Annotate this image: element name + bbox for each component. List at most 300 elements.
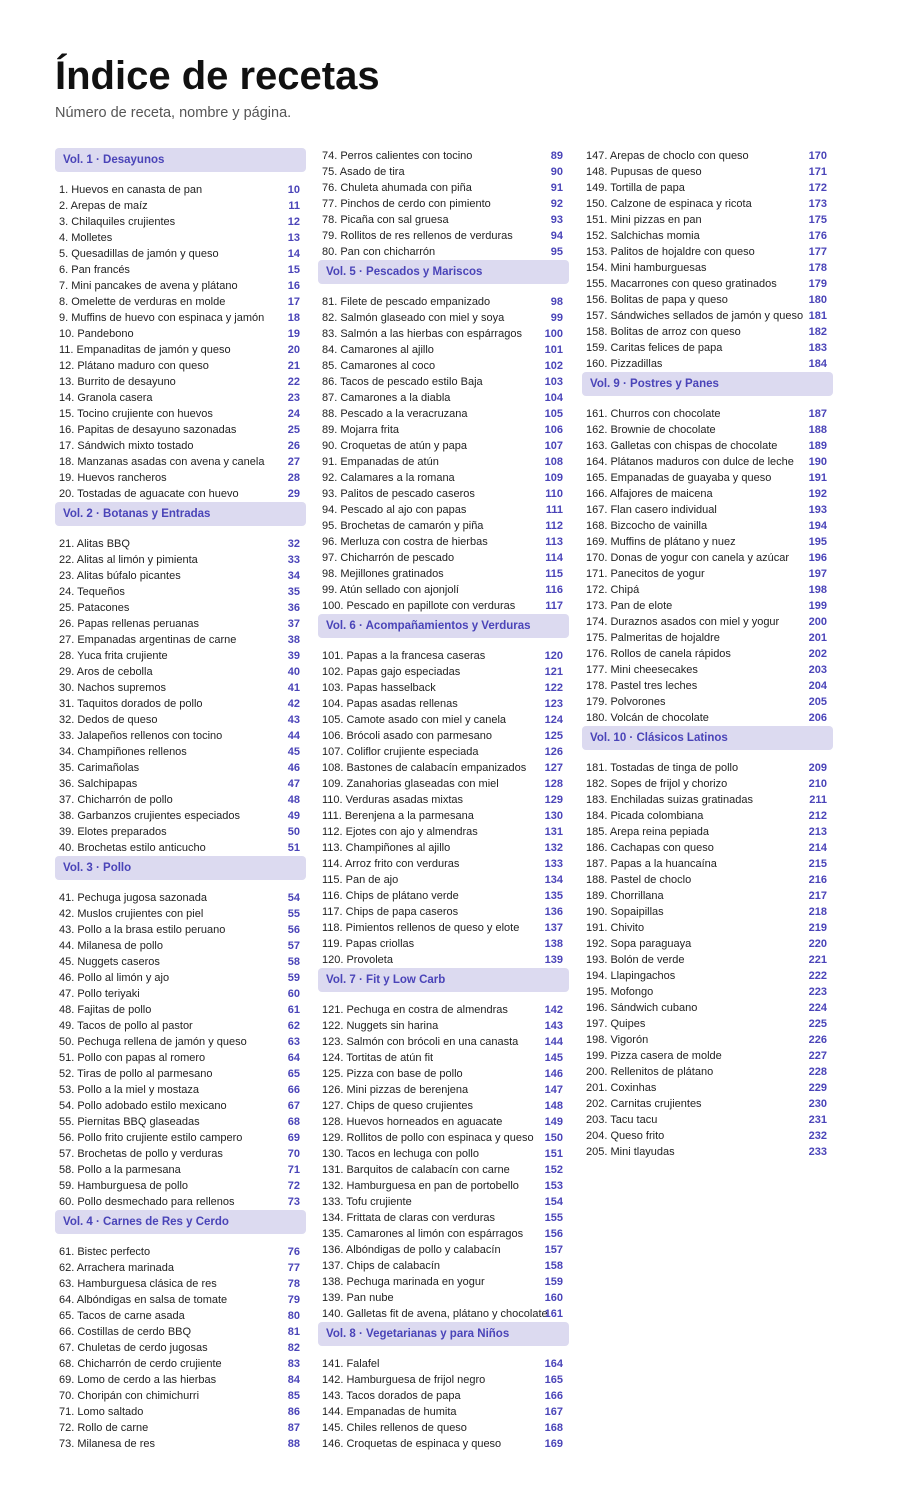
recipe-entry bbox=[582, 694, 833, 710]
recipe-entry bbox=[582, 566, 833, 582]
page-number: 124 bbox=[544, 714, 563, 726]
recipe-name: 121. Pechuga en costra de almendras bbox=[322, 1004, 508, 1016]
recipe-name: 141. Falafel bbox=[322, 1358, 380, 1370]
recipe-entry bbox=[582, 760, 833, 776]
page-number: 137 bbox=[544, 922, 563, 934]
page-number: 43 bbox=[287, 714, 300, 726]
page-number: 155 bbox=[544, 1212, 563, 1224]
page-number: 117 bbox=[545, 600, 563, 612]
page-number: 78 bbox=[287, 1278, 300, 1290]
recipe-name: 180. Volcán de chocolate bbox=[586, 712, 709, 724]
page-number: 12 bbox=[287, 216, 300, 228]
recipe-name: 138. Pechuga marinada en yogur bbox=[322, 1276, 485, 1288]
page-number: 108 bbox=[544, 456, 563, 468]
recipe-entry bbox=[55, 1292, 306, 1308]
recipe-name: 61. Bistec perfecto bbox=[59, 1246, 151, 1258]
page-number: 126 bbox=[544, 746, 563, 758]
page-number: 25 bbox=[287, 424, 300, 436]
recipe-entry bbox=[318, 212, 569, 228]
recipe-name: 116. Chips de plátano verde bbox=[322, 890, 459, 902]
page-number: 127 bbox=[544, 762, 563, 774]
recipe-entry bbox=[55, 1340, 306, 1356]
recipe-entry bbox=[318, 664, 569, 680]
recipe-name: 44. Milanesa de pollo bbox=[59, 940, 163, 952]
page-number: 112 bbox=[545, 520, 563, 532]
recipe-entry bbox=[582, 340, 833, 356]
recipe-name: 97. Chicharrón de pescado bbox=[322, 552, 455, 564]
recipe-name: 10. Pandebono bbox=[59, 328, 134, 340]
page-number: 135 bbox=[544, 890, 563, 902]
recipe-entry bbox=[318, 856, 569, 872]
page-number: 80 bbox=[287, 1310, 300, 1322]
recipe-name: 73. Milanesa de res bbox=[59, 1438, 155, 1450]
recipe-entry bbox=[55, 648, 306, 664]
recipe-name: 8. Omelette de verduras en molde bbox=[59, 296, 226, 308]
page-number: 103 bbox=[544, 376, 563, 388]
page-number: 79 bbox=[287, 1294, 300, 1306]
recipe-entry bbox=[582, 292, 833, 308]
recipe-entry bbox=[55, 374, 306, 390]
page-number: 50 bbox=[287, 826, 300, 838]
page-number: 189 bbox=[808, 440, 827, 452]
recipe-name: 146. Croquetas de espinaca y queso bbox=[322, 1438, 502, 1450]
recipe-entry bbox=[318, 1146, 569, 1162]
recipe-name: 65. Tacos de carne asada bbox=[59, 1310, 185, 1322]
recipe-name: 197. Quipes bbox=[586, 1018, 646, 1030]
recipe-name: 199. Pizza casera de molde bbox=[586, 1050, 722, 1062]
section-header: Vol. 4 · Carnes de Res y Cerdo bbox=[55, 1210, 306, 1234]
recipe-name: 62. Arrachera marinada bbox=[59, 1262, 174, 1274]
page-number: 26 bbox=[287, 440, 300, 452]
recipe-entry bbox=[582, 614, 833, 630]
recipe-name: 193. Bolón de verde bbox=[586, 954, 685, 966]
recipe-entry bbox=[318, 1066, 569, 1082]
recipe-name: 20. Tostadas de aguacate con huevo bbox=[59, 488, 239, 500]
recipe-name: 133. Tofu crujiente bbox=[322, 1196, 412, 1208]
section-header: Vol. 10 · Clásicos Latinos bbox=[582, 726, 833, 750]
page-number: 35 bbox=[287, 586, 300, 598]
recipe-name: 106. Brócoli asado con parmesano bbox=[322, 730, 492, 742]
recipe-entry bbox=[318, 1420, 569, 1436]
page-number: 59 bbox=[287, 972, 300, 984]
page-number: 161 bbox=[544, 1308, 563, 1320]
recipe-entry bbox=[582, 356, 833, 372]
page-number: 150 bbox=[544, 1132, 563, 1144]
page-number: 154 bbox=[544, 1196, 563, 1208]
page-number: 216 bbox=[808, 874, 827, 886]
recipe-name: 29. Aros de cebolla bbox=[59, 666, 153, 678]
page-number: 233 bbox=[808, 1146, 827, 1158]
page-number: 106 bbox=[544, 424, 563, 436]
recipe-entry bbox=[318, 1242, 569, 1258]
recipe-name: 149. Tortilla de papa bbox=[586, 182, 685, 194]
recipe-entry bbox=[55, 744, 306, 760]
recipe-name: 16. Papitas de desayuno sazonadas bbox=[59, 424, 237, 436]
recipe-name: 28. Yuca frita crujiente bbox=[59, 650, 168, 662]
page-number: 17 bbox=[287, 296, 300, 308]
recipe-entry bbox=[55, 584, 306, 600]
recipe-name: 72. Rollo de carne bbox=[59, 1422, 149, 1434]
recipe-entry bbox=[582, 1144, 833, 1160]
recipe-entry bbox=[318, 1436, 569, 1452]
page-title: Índice de recetas bbox=[55, 54, 380, 98]
page-number: 86 bbox=[287, 1406, 300, 1418]
page-number: 151 bbox=[544, 1148, 563, 1160]
page-number: 21 bbox=[287, 360, 300, 372]
recipe-entry bbox=[55, 1324, 306, 1340]
recipe-name: 47. Pollo teriyaki bbox=[59, 988, 140, 1000]
recipe-name: 117. Chips de papa caseros bbox=[322, 906, 459, 918]
recipe-entry bbox=[318, 534, 569, 550]
recipe-entry bbox=[55, 230, 306, 246]
recipe-name: 203. Tacu tacu bbox=[586, 1114, 658, 1126]
recipe-entry bbox=[582, 856, 833, 872]
recipe-entry bbox=[582, 904, 833, 920]
page-number: 178 bbox=[808, 262, 827, 274]
page-number: 175 bbox=[808, 214, 827, 226]
recipe-name: 156. Bolitas de papa y queso bbox=[586, 294, 728, 306]
recipe-name: 7. Mini pancakes de avena y plátano bbox=[59, 280, 238, 292]
recipe-entry bbox=[55, 760, 306, 776]
recipe-entry bbox=[318, 712, 569, 728]
recipe-entry bbox=[318, 792, 569, 808]
recipe-entry bbox=[582, 196, 833, 212]
page-number: 14 bbox=[287, 248, 300, 260]
page-number: 87 bbox=[287, 1422, 300, 1434]
recipe-name: 169. Muffins de plátano y nuez bbox=[586, 536, 736, 548]
page-number: 168 bbox=[544, 1422, 563, 1434]
page-number: 190 bbox=[808, 456, 827, 468]
recipe-entry bbox=[318, 310, 569, 326]
recipe-entry bbox=[318, 1372, 569, 1388]
recipe-name: 136. Albóndigas de pollo y calabacín bbox=[322, 1244, 501, 1256]
recipe-entry bbox=[318, 776, 569, 792]
recipe-entry bbox=[582, 710, 833, 726]
recipe-name: 129. Rollitos de pollo con espinaca y queso bbox=[322, 1132, 534, 1144]
recipe-name: 69. Lomo de cerdo a las hierbas bbox=[59, 1374, 217, 1386]
page-number: 229 bbox=[808, 1082, 827, 1094]
recipe-entry bbox=[55, 358, 306, 374]
page-number: 123 bbox=[544, 698, 563, 710]
recipe-entry bbox=[318, 406, 569, 422]
page-number: 32 bbox=[287, 538, 300, 550]
recipe-entry bbox=[582, 164, 833, 180]
recipe-entry bbox=[318, 180, 569, 196]
recipe-name: 9. Muffins de huevo con espinaca y jamón bbox=[59, 312, 265, 324]
page-number: 133 bbox=[544, 858, 563, 870]
recipe-name: 54. Pollo adobado estilo mexicano bbox=[59, 1100, 227, 1112]
page-number: 60 bbox=[287, 988, 300, 1000]
recipe-entry bbox=[55, 954, 306, 970]
recipe-entry bbox=[582, 792, 833, 808]
recipe-name: 190. Sopaipillas bbox=[586, 906, 664, 918]
recipe-name: 157. Sándwiches sellados de jamón y queso bbox=[586, 310, 804, 322]
recipe-name: 27. Empanadas argentinas de carne bbox=[59, 634, 237, 646]
recipe-entry bbox=[55, 536, 306, 552]
recipe-entry bbox=[318, 1194, 569, 1210]
recipe-name: 98. Mejillones gratinados bbox=[322, 568, 444, 580]
recipe-entry bbox=[318, 164, 569, 180]
page-number: 65 bbox=[287, 1068, 300, 1080]
page-number: 121 bbox=[544, 666, 563, 678]
recipe-name: 32. Dedos de queso bbox=[59, 714, 158, 726]
recipe-entry bbox=[582, 438, 833, 454]
recipe-name: 1. Huevos en canasta de pan bbox=[59, 184, 203, 196]
page-number: 19 bbox=[287, 328, 300, 340]
page-number: 69 bbox=[287, 1132, 300, 1144]
page-number: 48 bbox=[287, 794, 300, 806]
recipe-name: 92. Calamares a la romana bbox=[322, 472, 455, 484]
recipe-name: 85. Camarones al coco bbox=[322, 360, 436, 372]
page-number: 36 bbox=[287, 602, 300, 614]
recipe-entry bbox=[318, 1356, 569, 1372]
recipe-name: 120. Provoleta bbox=[322, 954, 393, 966]
recipe-entry bbox=[318, 1050, 569, 1066]
recipe-name: 200. Rellenitos de plátano bbox=[586, 1066, 714, 1078]
recipe-name: 14. Granola casera bbox=[59, 392, 153, 404]
recipe-name: 26. Papas rellenas peruanas bbox=[59, 618, 200, 630]
recipe-entry bbox=[55, 568, 306, 584]
recipe-entry bbox=[582, 308, 833, 324]
page-number: 92 bbox=[550, 198, 563, 210]
page-number: 176 bbox=[808, 230, 827, 242]
recipe-name: 18. Manzanas asadas con avena y canela bbox=[59, 456, 265, 468]
page-number: 13 bbox=[287, 232, 300, 244]
recipe-name: 167. Flan casero individual bbox=[586, 504, 717, 516]
recipe-entry bbox=[582, 422, 833, 438]
recipe-entry bbox=[55, 986, 306, 1002]
recipe-entry bbox=[582, 1128, 833, 1144]
page-number: 199 bbox=[808, 600, 827, 612]
recipe-name: 175. Palmeritas de hojaldre bbox=[586, 632, 720, 644]
recipe-name: 30. Nachos supremos bbox=[59, 682, 166, 694]
recipe-entry bbox=[582, 872, 833, 888]
index-column-2 bbox=[318, 148, 569, 1452]
recipe-name: 93. Palitos de pescado caseros bbox=[322, 488, 475, 500]
recipe-entry bbox=[582, 486, 833, 502]
page-number: 58 bbox=[287, 956, 300, 968]
recipe-entry bbox=[318, 1162, 569, 1178]
page-number: 49 bbox=[287, 810, 300, 822]
recipe-name: 111. Berenjena a la parmesana bbox=[322, 810, 474, 822]
page-number: 191 bbox=[808, 472, 827, 484]
recipe-entry bbox=[318, 294, 569, 310]
page-number: 136 bbox=[544, 906, 563, 918]
recipe-entry bbox=[582, 808, 833, 824]
recipe-name: 160. Pizzadillas bbox=[586, 358, 663, 370]
recipe-entry bbox=[318, 680, 569, 696]
page-number: 227 bbox=[808, 1050, 827, 1062]
page-number: 41 bbox=[287, 682, 300, 694]
page-number: 159 bbox=[544, 1276, 563, 1288]
recipe-name: 163. Galletas con chispas de chocolate bbox=[586, 440, 778, 452]
recipe-entry bbox=[318, 1226, 569, 1242]
page-number: 20 bbox=[287, 344, 300, 356]
recipe-entry bbox=[55, 1114, 306, 1130]
recipe-name: 12. Plátano maduro con queso bbox=[59, 360, 209, 372]
recipe-name: 6. Pan francés bbox=[59, 264, 130, 276]
recipe-name: 179. Polvorones bbox=[586, 696, 666, 708]
recipe-name: 178. Pastel tres leches bbox=[586, 680, 698, 692]
recipe-entry bbox=[55, 1308, 306, 1324]
recipe-name: 86. Tacos de pescado estilo Baja bbox=[322, 376, 483, 388]
recipe-name: 5. Quesadillas de jamón y queso bbox=[59, 248, 219, 260]
recipe-entry bbox=[55, 1178, 306, 1194]
page-number: 67 bbox=[287, 1100, 300, 1112]
page-number: 64 bbox=[287, 1052, 300, 1064]
recipe-entry bbox=[55, 890, 306, 906]
recipe-entry bbox=[318, 566, 569, 582]
page-number: 148 bbox=[544, 1100, 563, 1112]
recipe-entry bbox=[55, 422, 306, 438]
recipe-entry bbox=[55, 1066, 306, 1082]
page-number: 223 bbox=[808, 986, 827, 998]
recipe-name: 22. Alitas al limón y pimienta bbox=[59, 554, 198, 566]
page-number: 166 bbox=[544, 1390, 563, 1402]
page-number: 28 bbox=[287, 472, 300, 484]
page-number: 228 bbox=[808, 1066, 827, 1078]
recipe-entry bbox=[318, 904, 569, 920]
recipe-entry bbox=[318, 422, 569, 438]
recipe-entry bbox=[55, 1356, 306, 1372]
recipe-entry bbox=[55, 326, 306, 342]
recipe-name: 45. Nuggets caseros bbox=[59, 956, 160, 968]
page-number: 113 bbox=[545, 536, 563, 548]
page-number: 88 bbox=[287, 1438, 300, 1450]
page-number: 204 bbox=[808, 680, 827, 692]
recipe-entry bbox=[582, 260, 833, 276]
recipe-entry bbox=[55, 182, 306, 198]
index-column-1 bbox=[55, 148, 306, 1452]
recipe-entry bbox=[55, 1404, 306, 1420]
page-number: 181 bbox=[808, 310, 827, 322]
recipe-entry bbox=[318, 244, 569, 260]
recipe-name: 68. Chicharrón de cerdo crujiente bbox=[59, 1358, 222, 1370]
page-number: 205 bbox=[808, 696, 827, 708]
page-number: 224 bbox=[808, 1002, 827, 1014]
recipe-entry bbox=[55, 438, 306, 454]
recipe-entry bbox=[55, 616, 306, 632]
recipe-entry bbox=[55, 246, 306, 262]
page-number: 56 bbox=[287, 924, 300, 936]
recipe-name: 114. Arroz frito con verduras bbox=[322, 858, 460, 870]
recipe-entry bbox=[55, 824, 306, 840]
recipe-name: 159. Caritas felices de papa bbox=[586, 342, 723, 354]
recipe-entry bbox=[55, 1276, 306, 1292]
recipe-entry bbox=[582, 968, 833, 984]
recipe-name: 145. Chiles rellenos de queso bbox=[322, 1422, 467, 1434]
recipe-entry bbox=[55, 792, 306, 808]
page-number: 102 bbox=[544, 360, 563, 372]
recipe-entry bbox=[318, 696, 569, 712]
recipe-name: 134. Frittata de claras con verduras bbox=[322, 1212, 496, 1224]
recipe-name: 48. Fajitas de pollo bbox=[59, 1004, 152, 1016]
recipe-entry bbox=[318, 936, 569, 952]
page-number: 81 bbox=[287, 1326, 300, 1338]
recipe-name: 88. Pescado a la veracruzana bbox=[322, 408, 468, 420]
recipe-name: 173. Pan de elote bbox=[586, 600, 673, 612]
page-number: 38 bbox=[287, 634, 300, 646]
page-number: 173 bbox=[808, 198, 827, 210]
page-number: 146 bbox=[544, 1068, 563, 1080]
recipe-entry bbox=[582, 534, 833, 550]
recipe-name: 108. Bastones de calabacín empanizados bbox=[322, 762, 527, 774]
recipe-name: 51. Pollo con papas al romero bbox=[59, 1052, 206, 1064]
recipe-entry bbox=[318, 808, 569, 824]
page-number: 29 bbox=[287, 488, 300, 500]
recipe-entry bbox=[55, 1244, 306, 1260]
recipe-entry bbox=[318, 728, 569, 744]
page-number: 76 bbox=[287, 1246, 300, 1258]
page-number: 100 bbox=[544, 328, 563, 340]
recipe-name: 43. Pollo a la brasa estilo peruano bbox=[59, 924, 226, 936]
recipe-entry bbox=[55, 1018, 306, 1034]
recipe-name: 176. Rollos de canela rápidos bbox=[586, 648, 731, 660]
recipe-name: 164. Plátanos maduros con dulce de leche bbox=[586, 456, 794, 468]
recipe-name: 125. Pizza con base de pollo bbox=[322, 1068, 463, 1080]
recipe-entry bbox=[582, 984, 833, 1000]
recipe-entry bbox=[55, 486, 306, 502]
recipe-name: 99. Atún sellado con ajonjolí bbox=[322, 584, 459, 596]
recipe-name: 81. Filete de pescado empanizado bbox=[322, 296, 491, 308]
recipe-entry bbox=[582, 1016, 833, 1032]
recipe-name: 124. Tortitas de atún fit bbox=[322, 1052, 434, 1064]
recipe-entry bbox=[55, 1260, 306, 1276]
page-number: 214 bbox=[808, 842, 827, 854]
recipe-entry bbox=[55, 1082, 306, 1098]
page-number: 54 bbox=[287, 892, 300, 904]
recipe-name: 66. Costillas de cerdo BBQ bbox=[59, 1326, 192, 1338]
recipe-entry bbox=[318, 1274, 569, 1290]
recipe-entry bbox=[55, 808, 306, 824]
recipe-name: 113. Champiñones al ajillo bbox=[322, 842, 451, 854]
page-number: 134 bbox=[544, 874, 563, 886]
recipe-entry bbox=[318, 1290, 569, 1306]
recipe-entry bbox=[318, 390, 569, 406]
recipe-name: 187. Papas a la huancaína bbox=[586, 858, 717, 870]
recipe-name: 91. Empanadas de atún bbox=[322, 456, 439, 468]
page-number: 85 bbox=[287, 1390, 300, 1402]
recipe-entry bbox=[55, 454, 306, 470]
page-number: 68 bbox=[287, 1116, 300, 1128]
recipe-entry bbox=[582, 678, 833, 694]
recipe-entry bbox=[318, 1258, 569, 1274]
page-number: 202 bbox=[808, 648, 827, 660]
page-number: 130 bbox=[544, 810, 563, 822]
page-number: 107 bbox=[544, 440, 563, 452]
recipe-name: 171. Panecitos de yogur bbox=[586, 568, 705, 580]
page-number: 47 bbox=[287, 778, 300, 790]
recipe-name: 103. Papas hasselback bbox=[322, 682, 436, 694]
page-number: 57 bbox=[287, 940, 300, 952]
page-number: 34 bbox=[287, 570, 300, 582]
recipe-name: 75. Asado de tira bbox=[322, 166, 405, 178]
page-number: 180 bbox=[808, 294, 827, 306]
page-number: 201 bbox=[808, 632, 827, 644]
page-number: 200 bbox=[808, 616, 827, 628]
page-number: 212 bbox=[808, 810, 827, 822]
recipe-name: 185. Arepa reina pepiada bbox=[586, 826, 709, 838]
page-number: 217 bbox=[808, 890, 827, 902]
recipe-name: 55. Piernitas BBQ glaseadas bbox=[59, 1116, 200, 1128]
recipe-entry bbox=[55, 922, 306, 938]
recipe-name: 37. Chicharrón de pollo bbox=[59, 794, 173, 806]
recipe-entry bbox=[318, 470, 569, 486]
recipe-name: 4. Molletes bbox=[59, 232, 113, 244]
page-number: 89 bbox=[550, 150, 563, 162]
recipe-entry bbox=[582, 276, 833, 292]
page-number: 83 bbox=[287, 1358, 300, 1370]
